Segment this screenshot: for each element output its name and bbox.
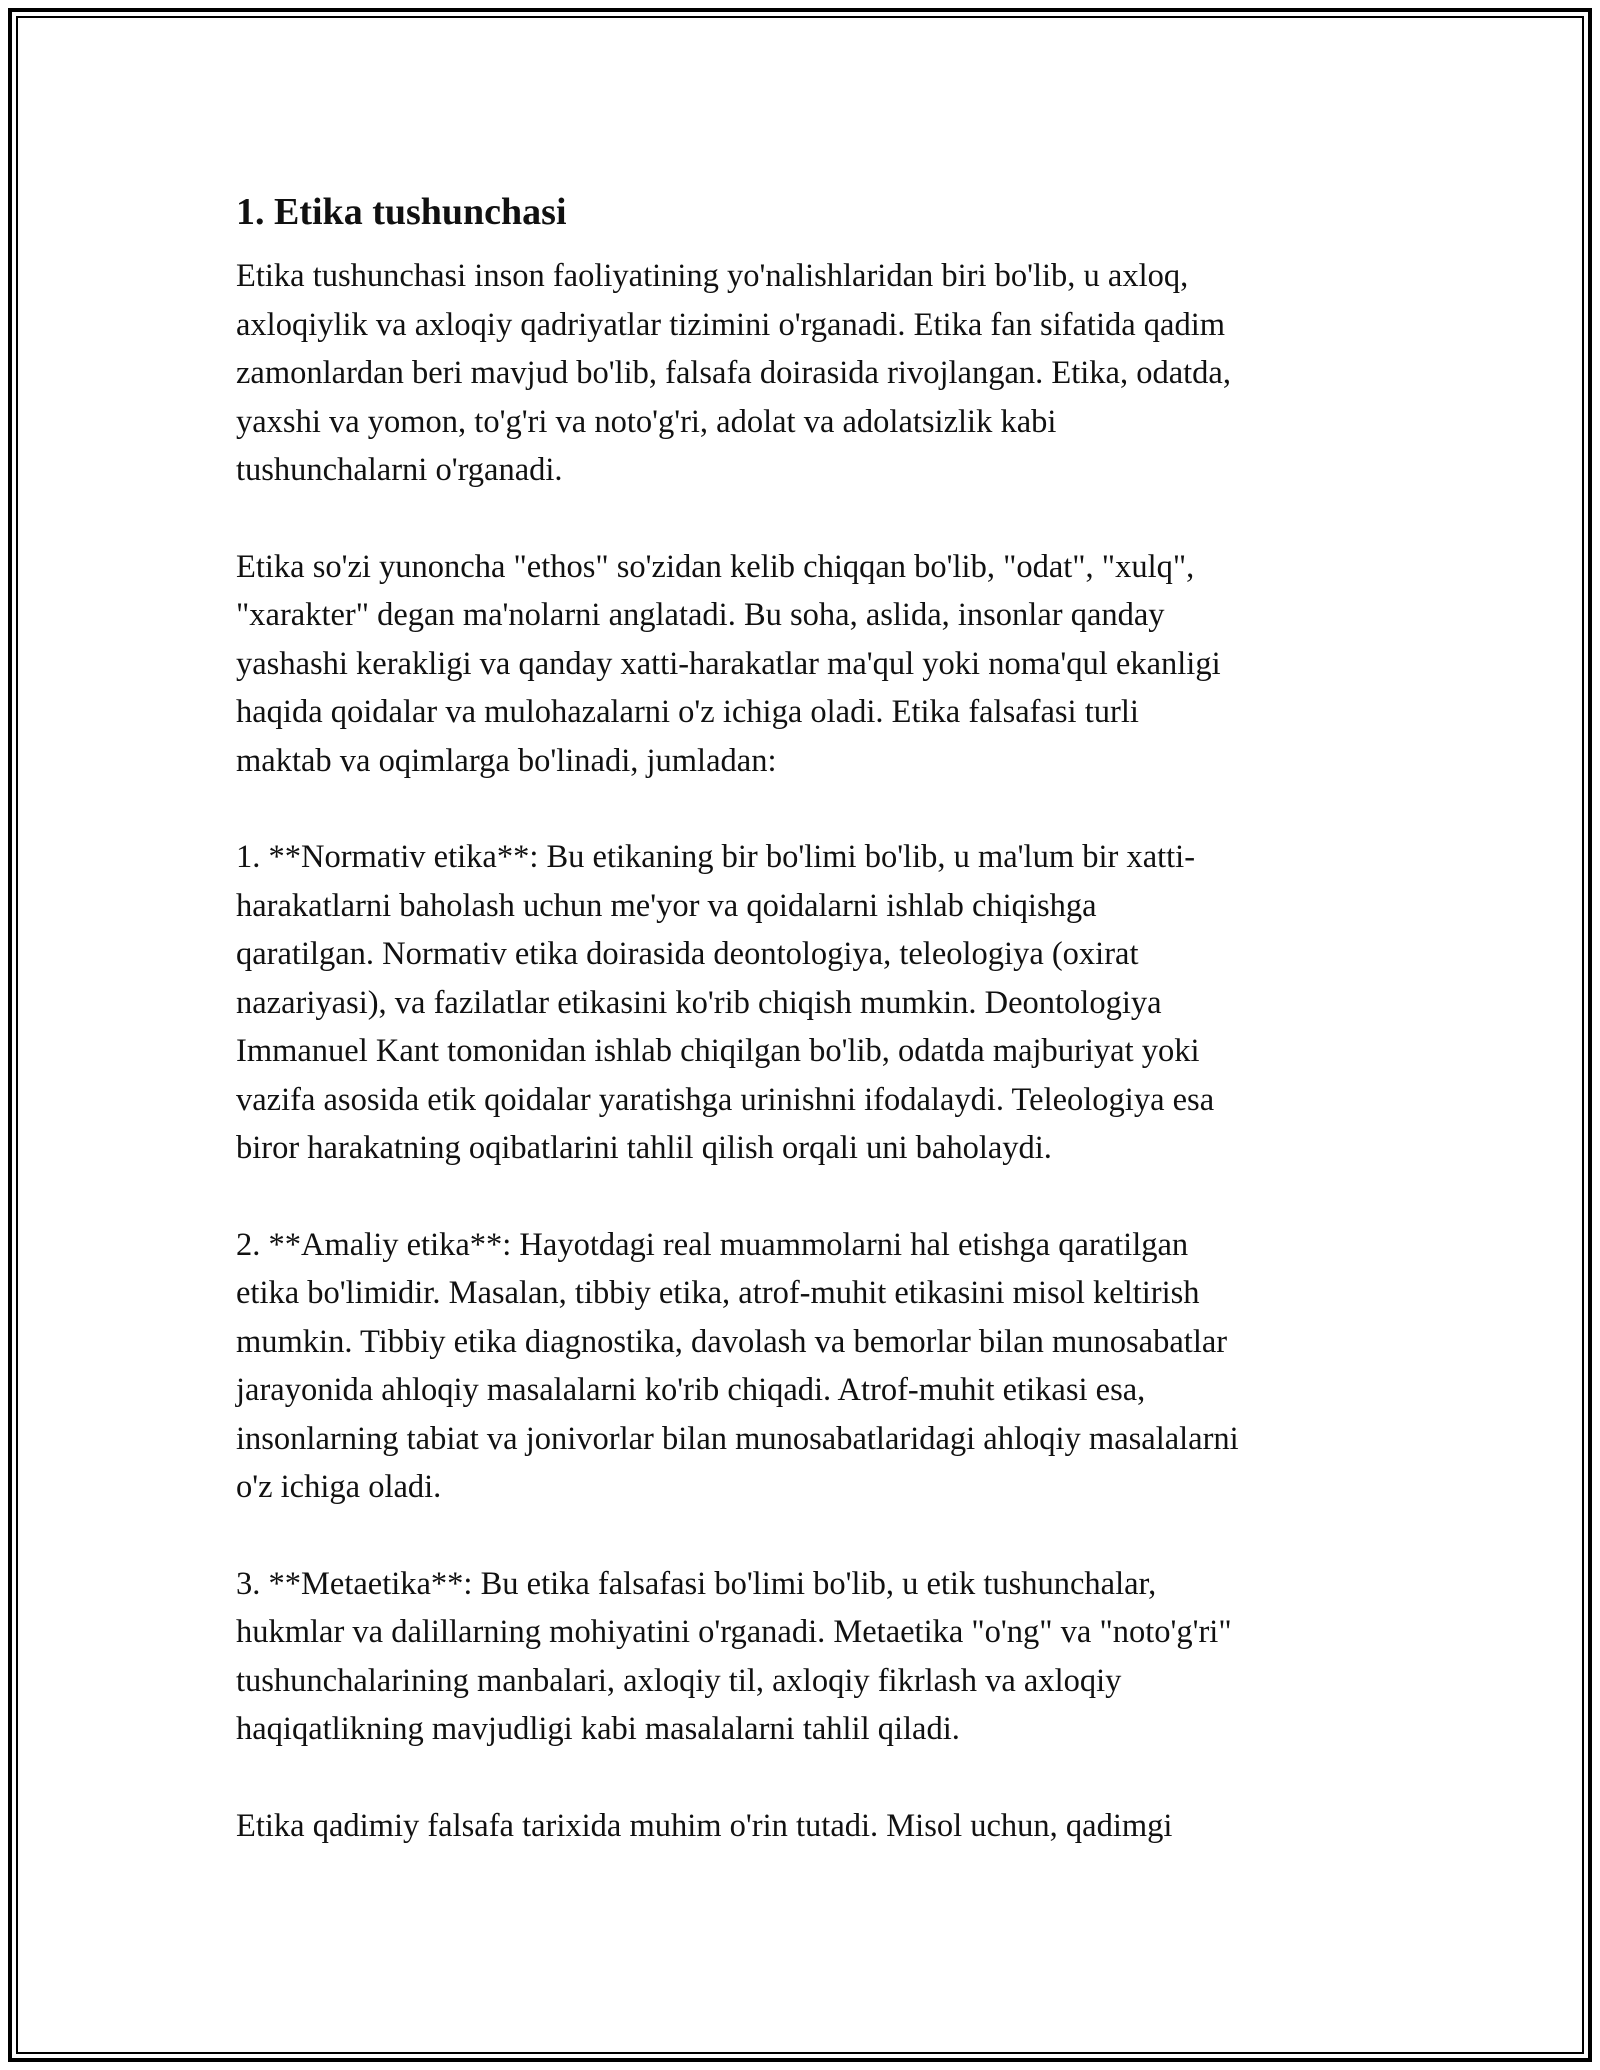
text-line: 1. **Normativ etika**: Bu etikaning bir bo'limi bo'lib, u ma'lum bir xatti-: [236, 839, 1196, 875]
paragraph-intro: [236, 252, 1396, 495]
text-line: yaxshi va yomon, to'g'ri va noto'g'ri, adolat va adolatsizlik kabi: [236, 403, 1057, 440]
paragraph-etymology: [236, 543, 1396, 786]
text-line: o'z ichiga oladi.: [236, 1469, 442, 1505]
text-line: qaratilgan. Normativ etika doirasida deontologiya, teleologiya (oxirat: [236, 936, 1139, 972]
text-line: "xarakter" degan ma'nolarni anglatadi. Bu soha, aslida, insonlar qanday: [236, 597, 1165, 633]
paragraph-normative-ethics: [236, 833, 1396, 1173]
section-heading: 1. Etika tushunchasi: [236, 191, 567, 233]
text-line: zamonlardan beri mavjud bo'lib, falsafa doirasida rivojlangan. Etika, odatda,: [236, 355, 1231, 391]
text-line: harakatlarni baholash uchun me'yor va qoidalarni ishlab chiqishga: [236, 887, 1097, 924]
text-line: tushunchalarni o'rganadi.: [236, 452, 563, 488]
paragraph-history: [236, 1802, 1396, 1851]
text-line: biror harakatning oqibatlarini tahlil qilish orqali uni baholaydi.: [236, 1130, 1052, 1166]
text-line: Immanuel Kant tomonidan ishlab chiqilgan bo'lib, odatda majburiyat yoki: [236, 1033, 1200, 1069]
text-line: 2. **Amaliy etika**: Hayotdagi real muammolarni hal etishga qaratilgan: [236, 1226, 1189, 1263]
text-line: nazariyasi), va fazilatlar etikasini ko'rib chiqish mumkin. Deontologiya: [236, 984, 1162, 1021]
text-line: Etika qadimiy falsafa tarixida muhim o'rin tutadi. Misol uchun, qadimgi: [236, 1807, 1173, 1844]
text-line: axloqiylik va axloqiy qadriyatlar tizimini o'rganadi. Etika fan sifatida qadim: [236, 306, 1226, 343]
text-line: 3. **Metaetika**: Bu etika falsafasi bo'limi bo'lib, u etik tushunchalar,: [236, 1565, 1157, 1602]
text-line: maktab va oqimlarga bo'linadi, jumladan:: [236, 742, 777, 779]
text-line: vazifa asosida etik qoidalar yaratishga urinishni ifodalaydi. Teleologiya esa: [236, 1081, 1215, 1118]
document-body: [236, 186, 1396, 1898]
text-line: insonlarning tabiat va jonivorlar bilan munosabatlaridagi ahloqiy masalalarni: [236, 1420, 1239, 1457]
text-line: haqiqatlikning mavjudligi kabi masalalarni tahlil qiladi.: [236, 1711, 960, 1747]
text-line: Etika so'zi yunoncha "ethos" so'zidan kelib chiqqan bo'lib, "odat", "xulq",: [236, 548, 1195, 585]
text-line: Etika tushunchasi inson faoliyatining yo'nalishlaridan biri bo'lib, u axloq,: [236, 258, 1189, 294]
text-line: jarayonida ahloqiy masalalarni ko'rib chiqadi. Atrof-muhit etikasi esa,: [236, 1372, 1146, 1408]
text-line: hukmlar va dalillarning mohiyatini o'rganadi. Metaetika "o'ng" va "noto'g'ri": [236, 1614, 1232, 1650]
text-line: haqida qoidalar va mulohazalarni o'z ichiga oladi. Etika falsafasi turli: [236, 694, 1139, 730]
text-line: mumkin. Tibbiy etika diagnostika, davolash va bemorlar bilan munosabatlar: [236, 1323, 1228, 1360]
text-line: tushunchalarining manbalari, axloqiy til, axloqiy fikrlash va axloqiy: [236, 1662, 1122, 1699]
paragraph-applied-ethics: [236, 1221, 1396, 1512]
text-line: yashashi kerakligi va qanday xatti-harakatlar ma'qul yoki noma'qul ekanligi: [236, 645, 1221, 682]
text-line: etika bo'limidir. Masalan, tibbiy etika, atrof-muhit etikasini misol keltirish: [236, 1275, 1200, 1311]
paragraph-metaethics: [236, 1560, 1396, 1754]
